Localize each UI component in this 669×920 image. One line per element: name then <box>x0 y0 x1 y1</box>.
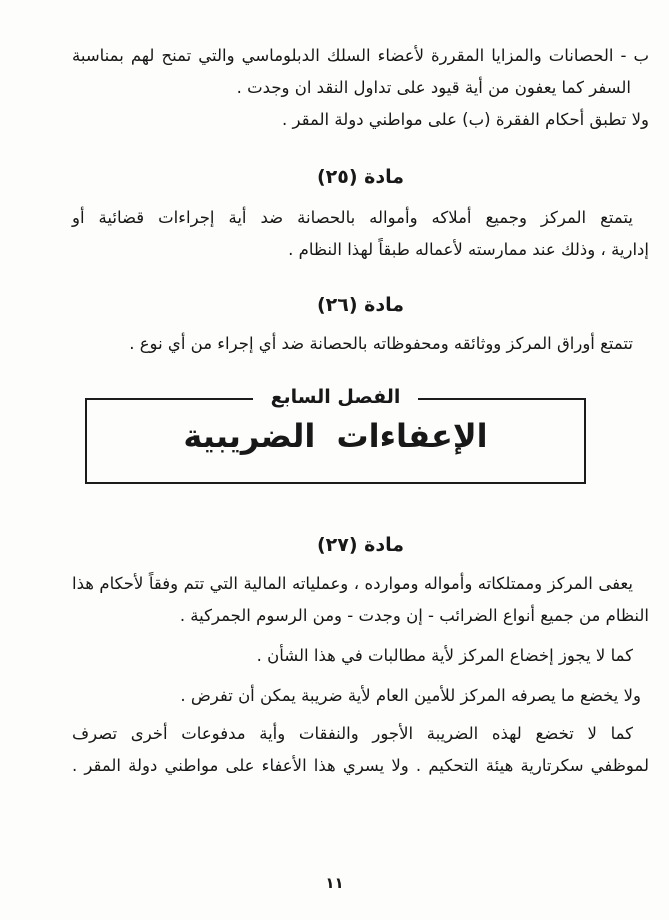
text-line: كما لا تخضع لهذه الضريبة الأجور والنفقات وأية مدفوعات أخرى تصرف <box>72 724 633 743</box>
text-line: السفر كما يعفون من أية قيود على تداول النقد ان وجدت . <box>236 78 631 97</box>
text-line: إدارية ، وذلك عند ممارسته لأعماله طبقاً لهذا النظام . <box>288 240 649 259</box>
paragraph-item-b <box>72 40 649 104</box>
text-line: يعفى المركز وممتلكاته وأمواله وموارده ، وعملياته المالية التي تتم وفقاً لأحكام هذا <box>72 574 633 593</box>
chapter-title: الإعفاءات الضريبية <box>183 417 488 455</box>
text-line: النظام من جميع أنواع الضرائب - إن وجدت - ومن الرسوم الجمركية . <box>179 606 649 625</box>
article-25-heading: مادة (٢٥) <box>316 166 405 188</box>
article-27-paragraph-4 <box>72 718 649 782</box>
chapter-legend-label: الفصل السابع <box>253 383 419 411</box>
text-line: لموظفي سكرتارية هيئة التحكيم . ولا يسري هذا الأعفاء على مواطني دولة المقر . <box>72 756 649 775</box>
paragraph-b-note <box>72 104 649 136</box>
page-content <box>72 0 649 782</box>
article-26-body <box>72 328 649 360</box>
text-line: تتمتع أوراق المركز ووثائقه ومحفوظاته بالحصانة ضد أي إجراء من أي نوع . <box>129 334 633 353</box>
article-25-body <box>72 202 649 266</box>
article-27-paragraph-2 <box>72 640 649 672</box>
text-line: كما لا يجوز إخضاع المركز لأية مطالبات في هذا الشأن . <box>256 646 633 665</box>
article-27-heading: مادة (٢٧) <box>316 534 405 556</box>
article-27-paragraph-3 <box>72 680 649 712</box>
text-line: ولا تطبق أحكام الفقرة (ب) على مواطني دولة المقر . <box>282 110 649 129</box>
article-26-heading: مادة (٢٦) <box>316 294 405 316</box>
text-line: يتمتع المركز وجميع أملاكه وأمواله بالحصانة ضد أية إجراءات قضائية أو <box>72 208 633 227</box>
chapter-seven-box <box>85 386 586 484</box>
page-number: ١١ <box>325 874 344 892</box>
text-line: ولا يخضع ما يصرفه المركز للأمين العام لأية ضريبة يمكن أن تفرض . <box>180 686 641 705</box>
text-line: ب - الحصانات والمزايا المقررة لأعضاء السلك الدبلوماسي والتي تمنح لهم بمناسبة <box>72 46 649 65</box>
article-27-paragraph-1 <box>72 568 649 632</box>
